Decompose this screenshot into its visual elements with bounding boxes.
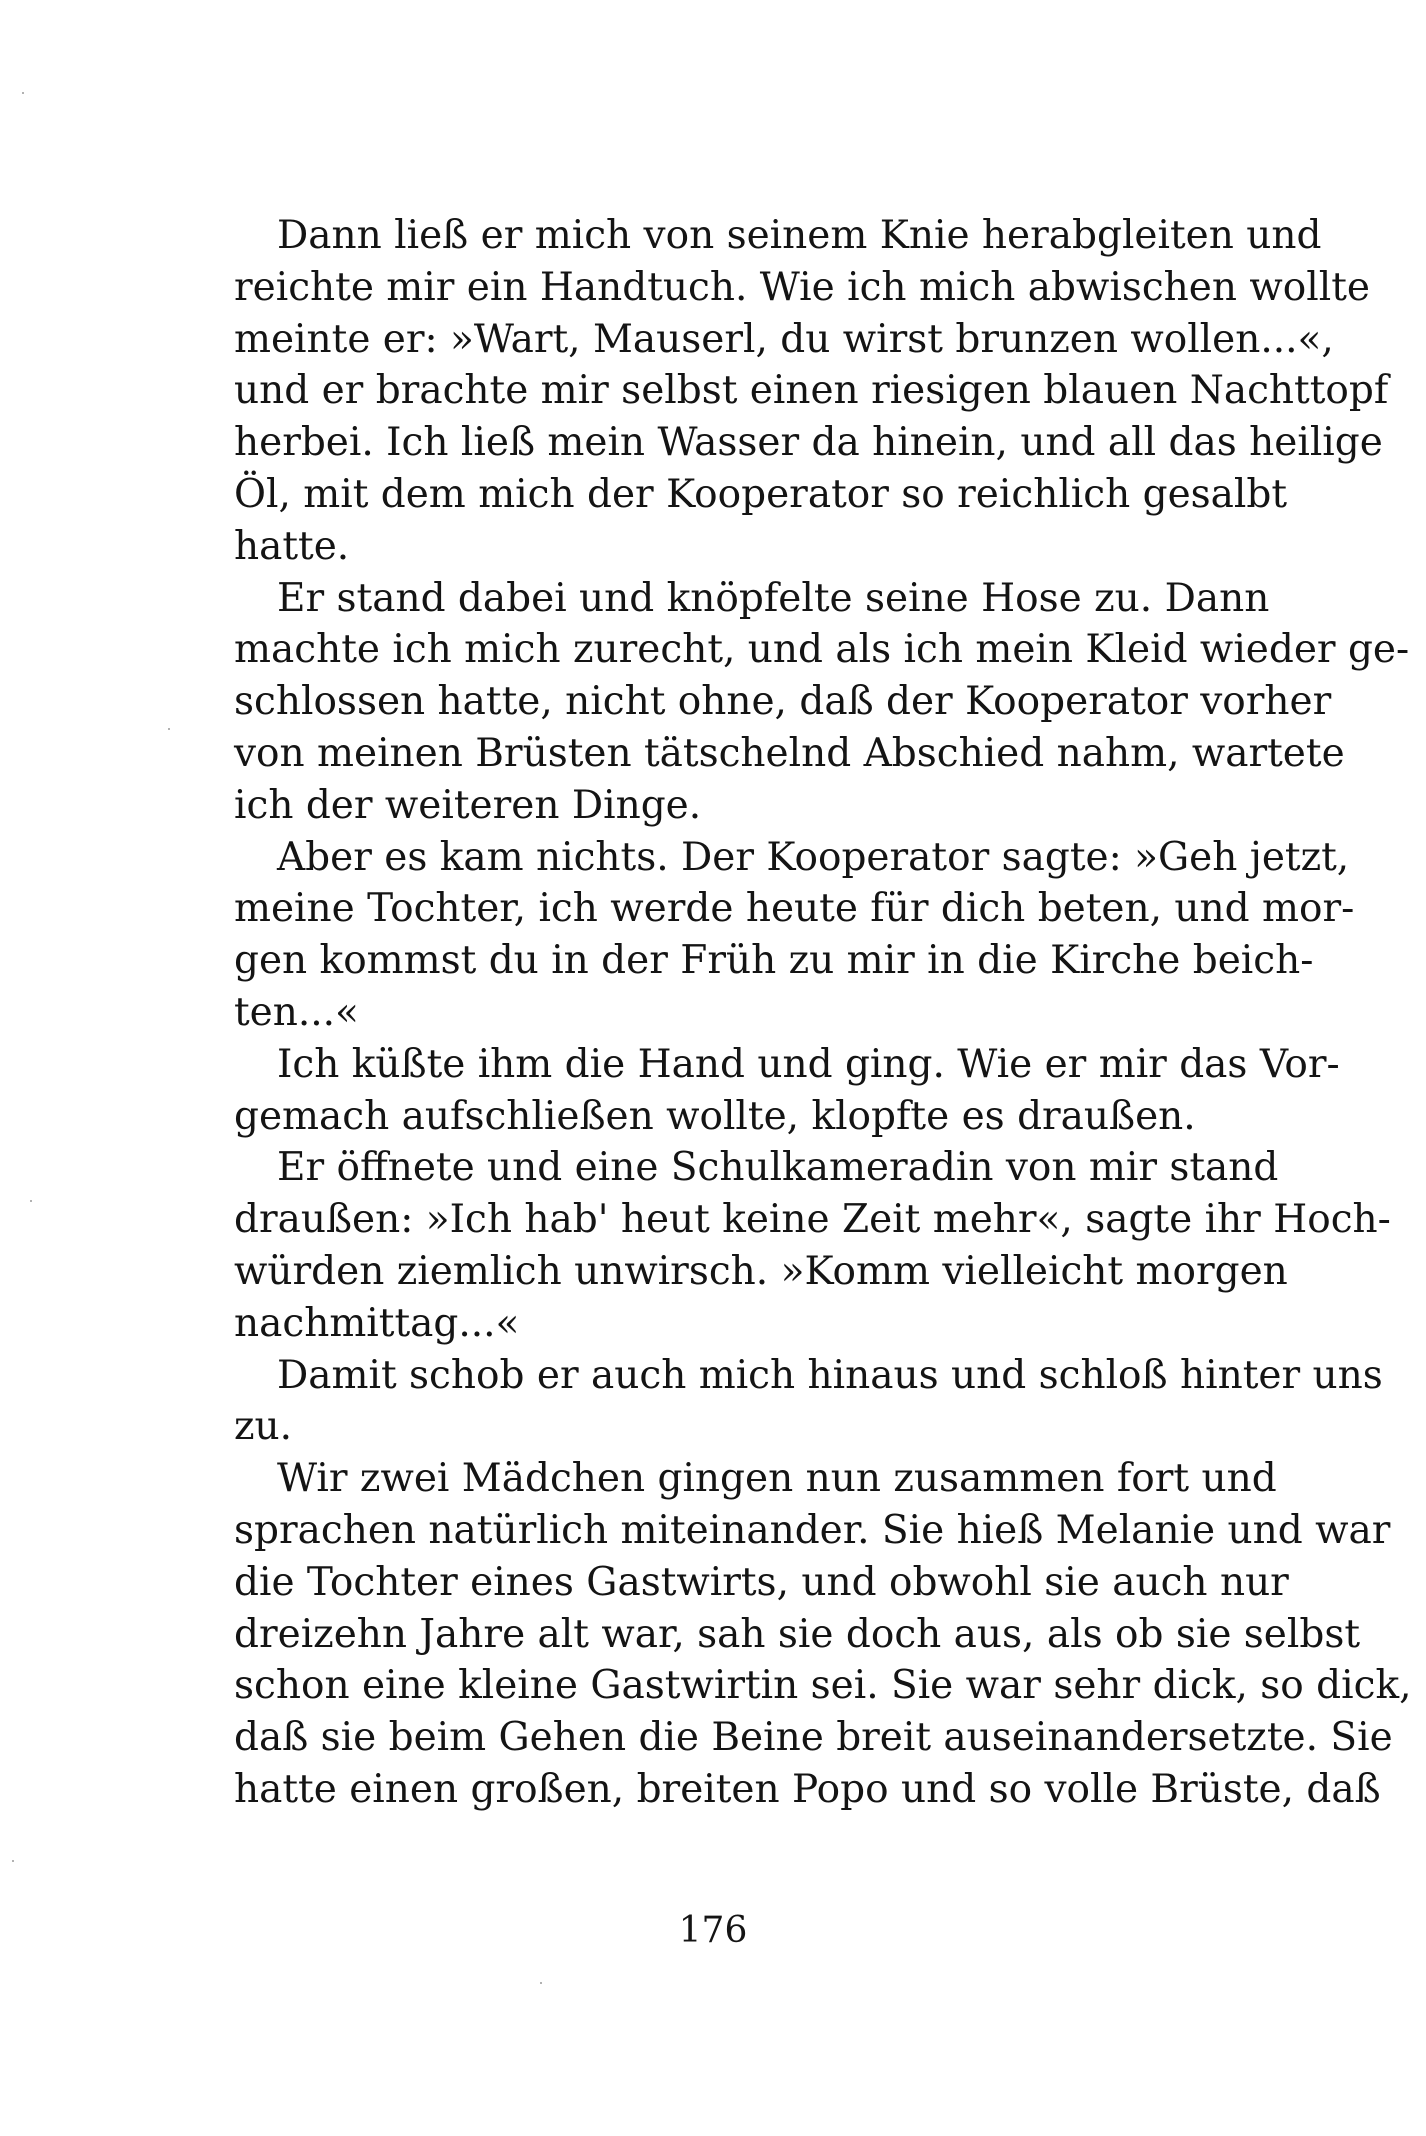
text-line: von meinen Brüsten tätschelnd Abschied nahm, wartete (234, 730, 1345, 776)
body-text (234, 210, 1412, 1816)
scan-speck (22, 92, 24, 94)
text-line: zu. (234, 1404, 293, 1450)
text-line: Er öffnete und eine Schulkameradin von mir stand (277, 1145, 1279, 1191)
text-line: hatte einen großen, breiten Popo und so volle Brüste, daß (234, 1766, 1381, 1812)
text-line: schlossen hatte, nicht ohne, daß der Kooperator vorher (234, 679, 1332, 725)
text-line: die Tochter eines Gastwirts, und obwohl sie auch nur (234, 1559, 1289, 1605)
text-line: Ich küßte ihm die Hand und ging. Wie er mir das Vor- (277, 1041, 1340, 1087)
text-line: gemach aufschließen wollte, klopfte es draußen. (234, 1093, 1196, 1139)
text-line: Wir zwei Mädchen gingen nun zusammen fort und (277, 1456, 1277, 1502)
text-line: meine Tochter, ich werde heute für dich beten, und mor- (234, 886, 1355, 932)
text-line: Öl, mit dem mich der Kooperator so reichlich gesalbt (234, 471, 1288, 517)
text-line: dreizehn Jahre alt war, sah sie doch aus, als ob sie selbst (234, 1611, 1361, 1657)
text-line: Er stand dabei und knöpfelte seine Hose zu. Dann (277, 575, 1270, 621)
text-line: machte ich mich zurecht, und als ich mein Kleid wieder ge- (234, 627, 1410, 673)
text-line: ich der weiteren Dinge. (234, 782, 702, 828)
text-line: nachmittag...« (234, 1300, 520, 1346)
text-line: daß sie beim Gehen die Beine breit auseinandersetzte. Sie (234, 1715, 1393, 1761)
text-line: gen kommst du in der Früh zu mir in die Kirche beich- (234, 938, 1314, 984)
text-line: Damit schob er auch mich hinaus und schloß hinter uns (277, 1352, 1383, 1398)
text-line: ten...« (234, 989, 359, 1035)
page-number: 176 (678, 1910, 748, 1951)
text-line: schon eine kleine Gastwirtin sei. Sie war sehr dick, so dick, (234, 1663, 1412, 1709)
text-line: Aber es kam nichts. Der Kooperator sagte: »Geh jetzt, (277, 834, 1350, 880)
text-line: Dann ließ er mich von seinem Knie herabgleiten und (277, 213, 1322, 258)
text-line: und er brachte mir selbst einen riesigen blauen Nachttopf (234, 368, 1389, 414)
text-line: reichte mir ein Handtuch. Wie ich mich abwischen wollte (234, 264, 1370, 310)
text-line: sprachen natürlich miteinander. Sie hieß Melanie und war (234, 1507, 1391, 1553)
text-line: herbei. Ich ließ mein Wasser da hinein, und all das heilige (234, 420, 1383, 466)
text-line: würden ziemlich unwirsch. »Komm vielleicht morgen (234, 1248, 1288, 1294)
text-line: hatte. (234, 523, 350, 569)
text-line: meinte er: »Wart, Mauserl, du wirst brunzen wollen...«, (234, 316, 1334, 362)
scan-speck (540, 1982, 542, 1984)
scan-speck (168, 728, 170, 730)
scan-speck (30, 1200, 32, 1202)
text-line: draußen: »Ich hab' heut keine Zeit mehr«, sagte ihr Hoch- (234, 1197, 1391, 1243)
scan-speck (12, 1860, 14, 1862)
